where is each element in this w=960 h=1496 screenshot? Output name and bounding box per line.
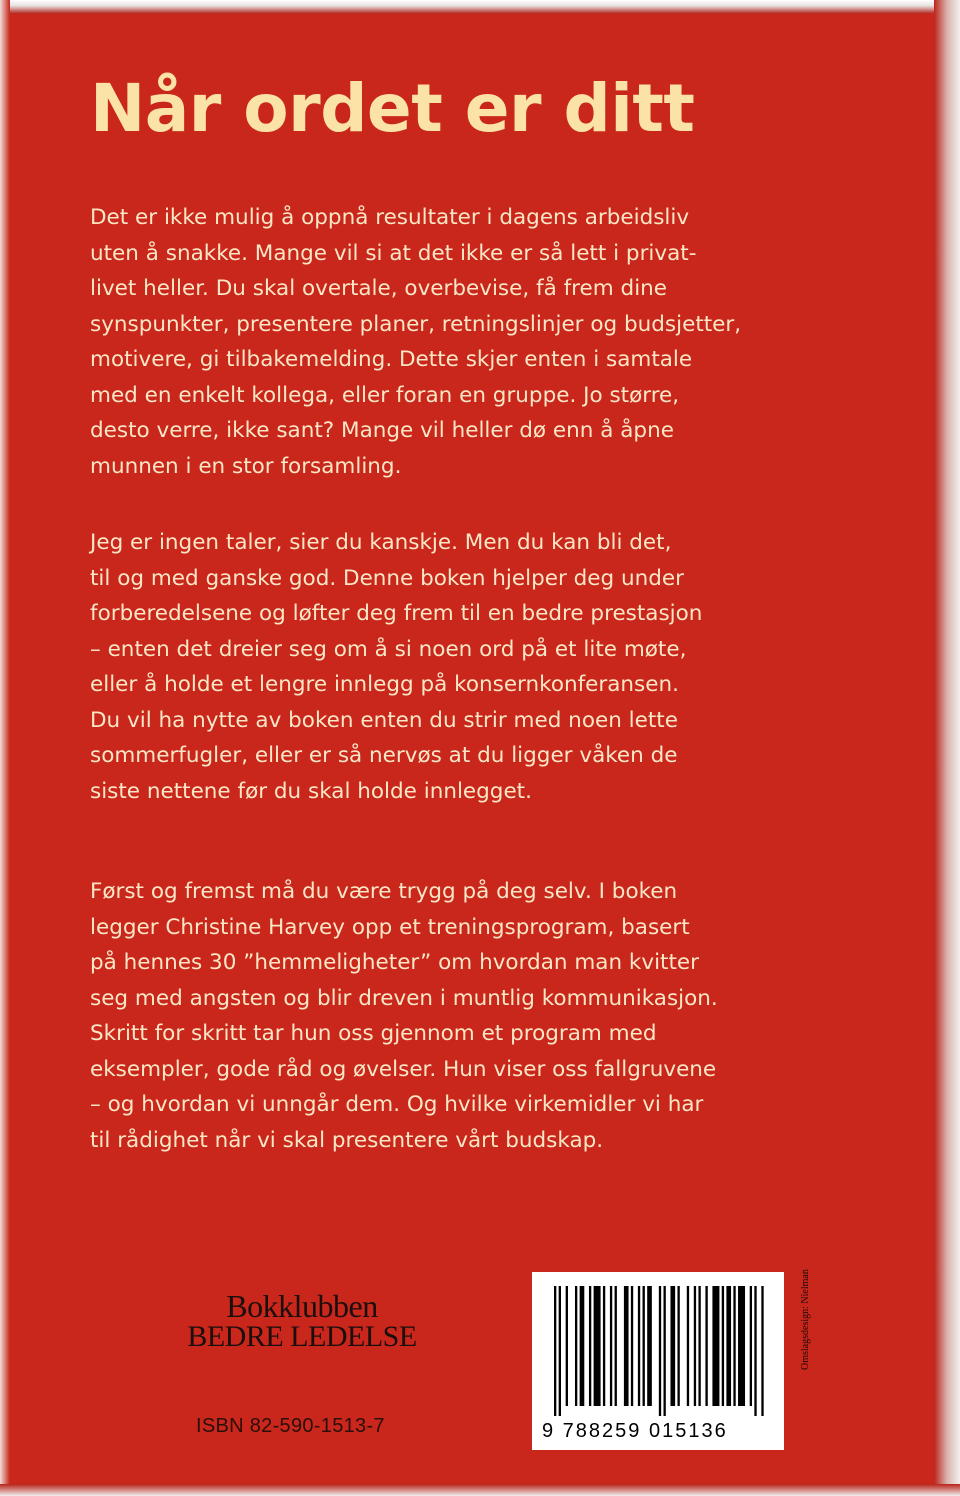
- barcode-bar: [698, 1286, 700, 1406]
- publisher-logo: [172, 1290, 432, 1352]
- barcode-bar: [554, 1286, 556, 1416]
- barcode-bar: [624, 1286, 629, 1406]
- barcode-bar: [677, 1286, 679, 1406]
- barcode-bar: [566, 1286, 568, 1406]
- barcode-bar: [589, 1286, 591, 1406]
- barcode-digits: 9 788259 015136: [542, 1420, 728, 1442]
- barcode-bar: [761, 1286, 763, 1416]
- barcode-bar: [750, 1286, 752, 1406]
- barcode-bar: [738, 1286, 745, 1406]
- barcode-label: [532, 1272, 784, 1450]
- barcode-bar: [559, 1286, 561, 1416]
- barcode-bar: [712, 1286, 719, 1406]
- publisher-subtitle: BEDRE LEDELSE: [187, 1320, 417, 1353]
- barcode-bar: [594, 1286, 601, 1406]
- barcode-bar: [580, 1286, 585, 1406]
- cover-worn-left-edge: [0, 0, 10, 1496]
- blurb-paragraph-1: Det er ikke mulig å oppnå resultater i dagens arbeidsliv uten å snakke. Mange vil si at det ikke er så lett i privat- livet heller. Du skal overtale, overbevise, få frem dine synspunkter, presentere planer, retningslinjer og budsjetter, motivere, gi tilbakemelding. Dette skjer enten i samtale med en enkelt kollega, eller foran en gruppe. Jo større, desto verre, ikke sant? Mange vil heller dø enn å åpne munnen i en stor forsamling.: [90, 205, 742, 479]
- barcode-bar: [694, 1286, 696, 1406]
- blurb-paragraph-3: Først og fremst må du være trygg på deg selv. I boken legger Christine Harvey opp et treningsprogram, basert på hennes 30 ”hemmeligheter” om hvordan man kvitter seg med angsten og blir dreven i muntlig kommunikasjon. Skritt for skritt tar hun oss gjennom et program med eksempler, gode råd og øvelser. Hun viser oss fallgruvene – og hvordan vi unngår dem. Og hvilke virkemidler vi har til rådighet når vi skal presentere vårt budskap.: [90, 879, 718, 1153]
- barcode-bar: [754, 1286, 756, 1416]
- barcode-bar: [647, 1286, 652, 1406]
- barcode-bar: [631, 1286, 633, 1406]
- cover-worn-top-edge: [0, 0, 960, 14]
- barcode-bars: [554, 1286, 766, 1416]
- cover-design-credit: Omslagsdesign: Nielman: [800, 1269, 811, 1370]
- barcode-bar: [663, 1286, 665, 1416]
- cover-worn-bottom-edge: [0, 1484, 960, 1496]
- barcode-bar: [615, 1286, 617, 1406]
- isbn-number: ISBN 82-590-1513-7: [196, 1415, 385, 1437]
- barcode-bar: [603, 1286, 605, 1406]
- barcode-bar: [722, 1286, 724, 1406]
- barcode-bar: [670, 1286, 675, 1406]
- barcode-bar: [610, 1286, 612, 1406]
- barcode-bar: [659, 1286, 661, 1416]
- barcode-bar: [687, 1286, 689, 1406]
- barcode-bar: [705, 1286, 707, 1406]
- book-title: Når ordet er ditt: [90, 70, 695, 147]
- barcode-bar: [643, 1286, 645, 1406]
- publisher-name: Bokklubben: [226, 1288, 378, 1324]
- barcode-bar: [733, 1286, 735, 1406]
- blurb-paragraph-2: Jeg er ingen taler, sier du kanskje. Men du kan bli det, til og med ganske god. Denne boken hjelper deg under forberedelsene og løfter deg frem til en bedre prestasjon – enten det dreier seg om å si noen ord på et lite møte, eller å holde et lengre innlegg på konsernkonferansen. Du vil ha nytte av boken enten du strir med noen lette sommerfugler, eller er så nervøs at du ligger våken de siste nettene før du skal holde innlegget.: [90, 530, 703, 804]
- barcode-bar: [638, 1286, 640, 1406]
- barcode-bar: [726, 1286, 731, 1406]
- cover-worn-right-edge: [934, 0, 960, 1496]
- barcode-bar: [575, 1286, 577, 1406]
